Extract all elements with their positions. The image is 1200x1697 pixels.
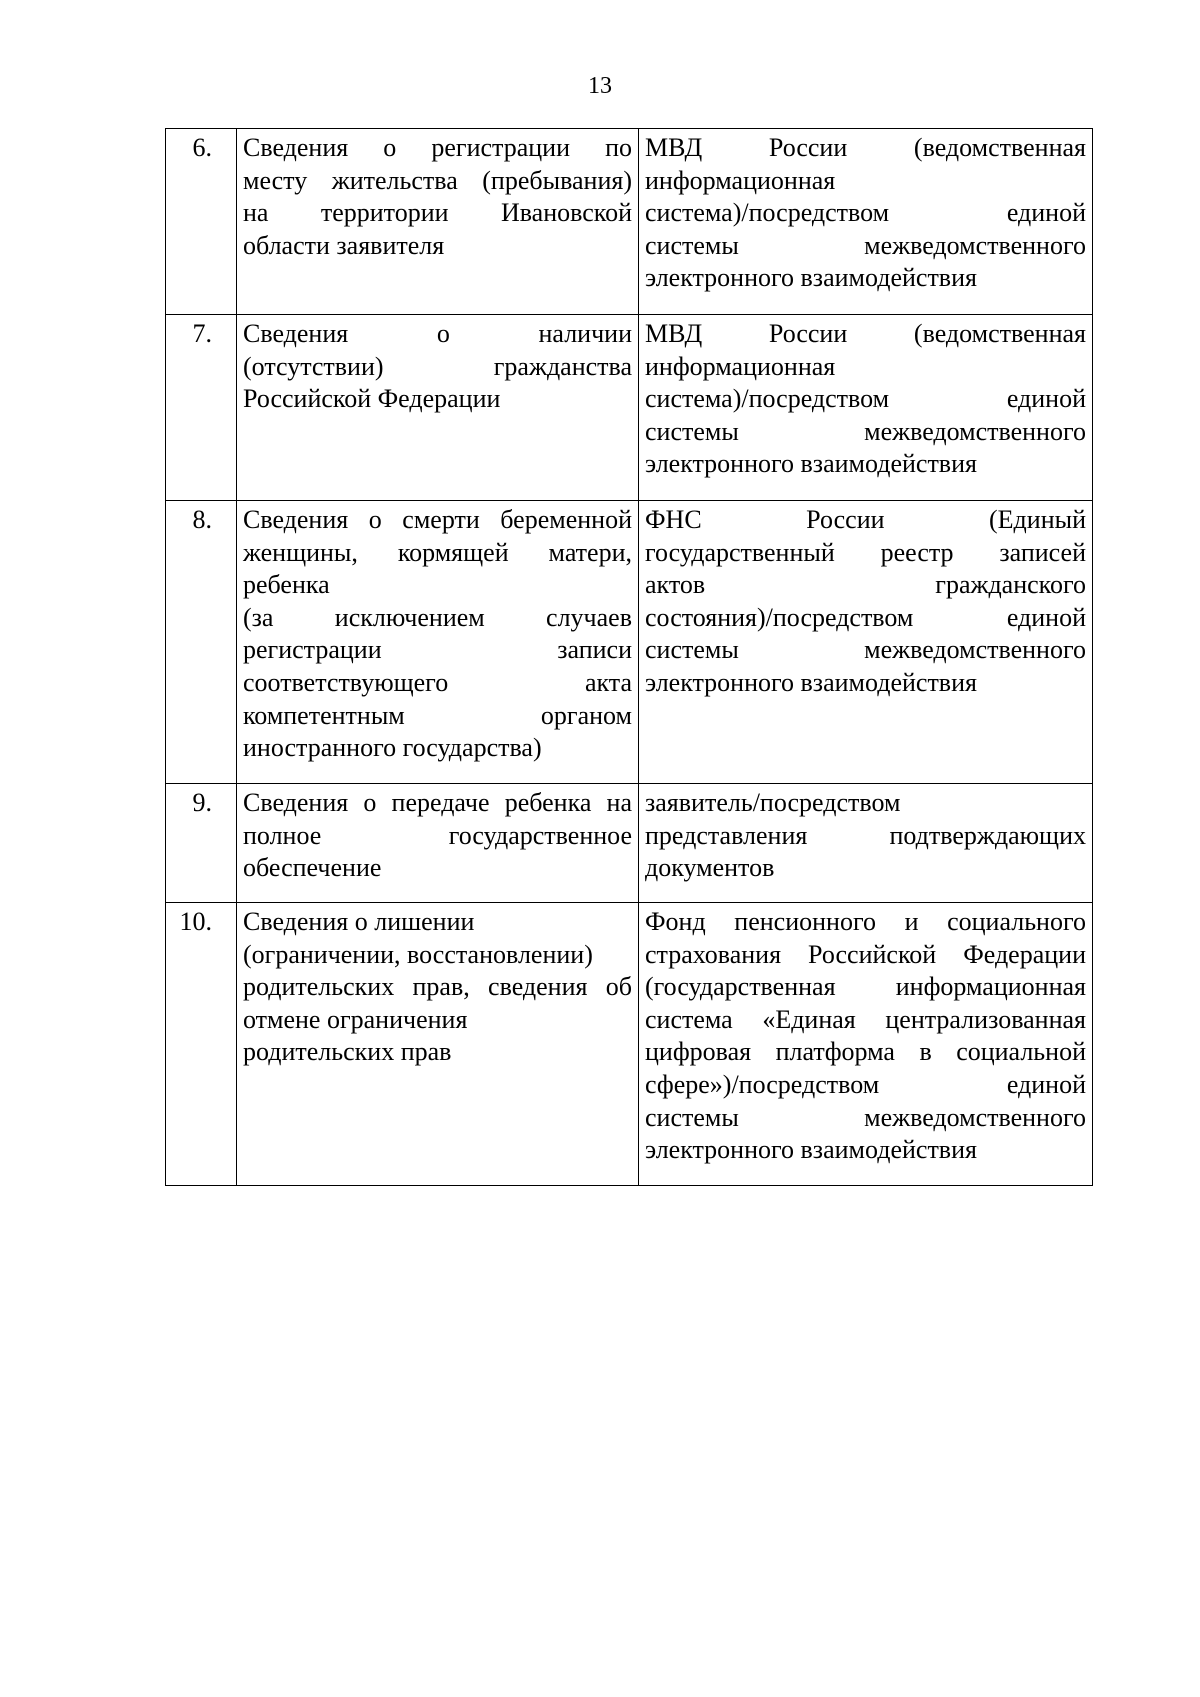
source-cell [639, 903, 1093, 1186]
source-cell [639, 784, 1093, 903]
info-line: полное государственное [243, 820, 632, 850]
table-body [166, 129, 1093, 1186]
info-line: Сведения о передаче ребенка на [243, 788, 632, 817]
info-line: компетентным органом [243, 700, 632, 730]
source-line: страхования Российской Федерации [645, 939, 1086, 969]
source-line: информационная [645, 165, 836, 195]
table-row [166, 501, 1093, 784]
info-line: (за исключением случаев [243, 602, 632, 632]
info-line: Российской Федерации [243, 384, 501, 414]
info-line: родительских прав, сведения об [243, 972, 632, 1002]
info-line: иностранного государства) [243, 733, 542, 763]
info-cell [237, 129, 639, 315]
row-number: 10. [166, 903, 237, 1186]
data-sources-table [165, 128, 1093, 1186]
info-cell [237, 903, 639, 1186]
info-line: Сведения о смерти беременной [243, 505, 632, 534]
source-line: системы межведомственного [645, 1102, 1086, 1132]
info-line: ребенка [243, 570, 330, 600]
source-line: электронного взаимодействия [645, 667, 977, 697]
table-row [166, 903, 1093, 1186]
info-line: соответствующего акта [243, 667, 632, 697]
info-line: месту жительства (пребывания) [243, 165, 632, 195]
row-number: 7. [166, 315, 237, 501]
info-line: Сведения о регистрации по [243, 133, 632, 162]
table-row [166, 315, 1093, 501]
info-line: Сведения о наличии [243, 319, 632, 348]
table-row [166, 129, 1093, 315]
source-line: ФНС России (Единый [645, 505, 1086, 534]
source-line: состояния)/посредством единой [645, 602, 1086, 632]
row-number: 9. [166, 784, 237, 903]
source-line: МВД России (ведомственная [645, 319, 1086, 348]
page-number: 13 [588, 73, 612, 99]
source-line: актов гражданского [645, 570, 1086, 600]
source-line: системы межведомственного [645, 635, 1086, 665]
source-line: Фонд пенсионного и социального [645, 907, 1086, 936]
info-cell [237, 501, 639, 784]
info-line: регистрации записи [243, 635, 632, 665]
source-line: система)/посредством единой [645, 384, 1086, 414]
source-line: документов [645, 853, 775, 883]
info-line: женщины, кормящей матери, [243, 537, 632, 567]
source-line: цифровая платформа в социальной [645, 1037, 1086, 1067]
source-line: МВД России (ведомственная [645, 133, 1086, 162]
source-cell [639, 129, 1093, 315]
source-line: государственный реестр записей [645, 537, 1086, 567]
source-line: сфере»)/посредством единой [645, 1069, 1086, 1099]
source-line: система «Единая централизованная [645, 1004, 1086, 1034]
source-line: информационная [645, 351, 836, 381]
source-line: заявитель/посредством [645, 788, 901, 817]
source-line: система)/посредством единой [645, 198, 1086, 228]
info-line: обеспечение [243, 853, 382, 883]
source-line: представления подтверждающих [645, 820, 1086, 850]
source-line: электронного взаимодействия [645, 1135, 977, 1165]
info-line: отмене ограничения [243, 1004, 468, 1034]
info-line: области заявителя [243, 230, 445, 260]
source-line: системы межведомственного [645, 230, 1086, 260]
source-cell [639, 315, 1093, 501]
row-number: 8. [166, 501, 237, 784]
info-line: (ограничении, восстановлении) [243, 939, 593, 969]
info-line: (отсутствии) гражданства [243, 351, 632, 381]
source-line: системы межведомственного [645, 416, 1086, 446]
source-cell [639, 501, 1093, 784]
info-line: на территории Ивановской [243, 198, 632, 228]
table-row [166, 784, 1093, 903]
info-line: родительских прав [243, 1037, 452, 1067]
source-line: электронного взаимодействия [645, 263, 977, 293]
info-cell [237, 315, 639, 501]
info-cell [237, 784, 639, 903]
info-line: Сведения о лишении [243, 907, 475, 936]
row-number: 6. [166, 129, 237, 315]
source-line: электронного взаимодействия [645, 449, 977, 479]
source-line: (государственная информационная [645, 972, 1086, 1002]
